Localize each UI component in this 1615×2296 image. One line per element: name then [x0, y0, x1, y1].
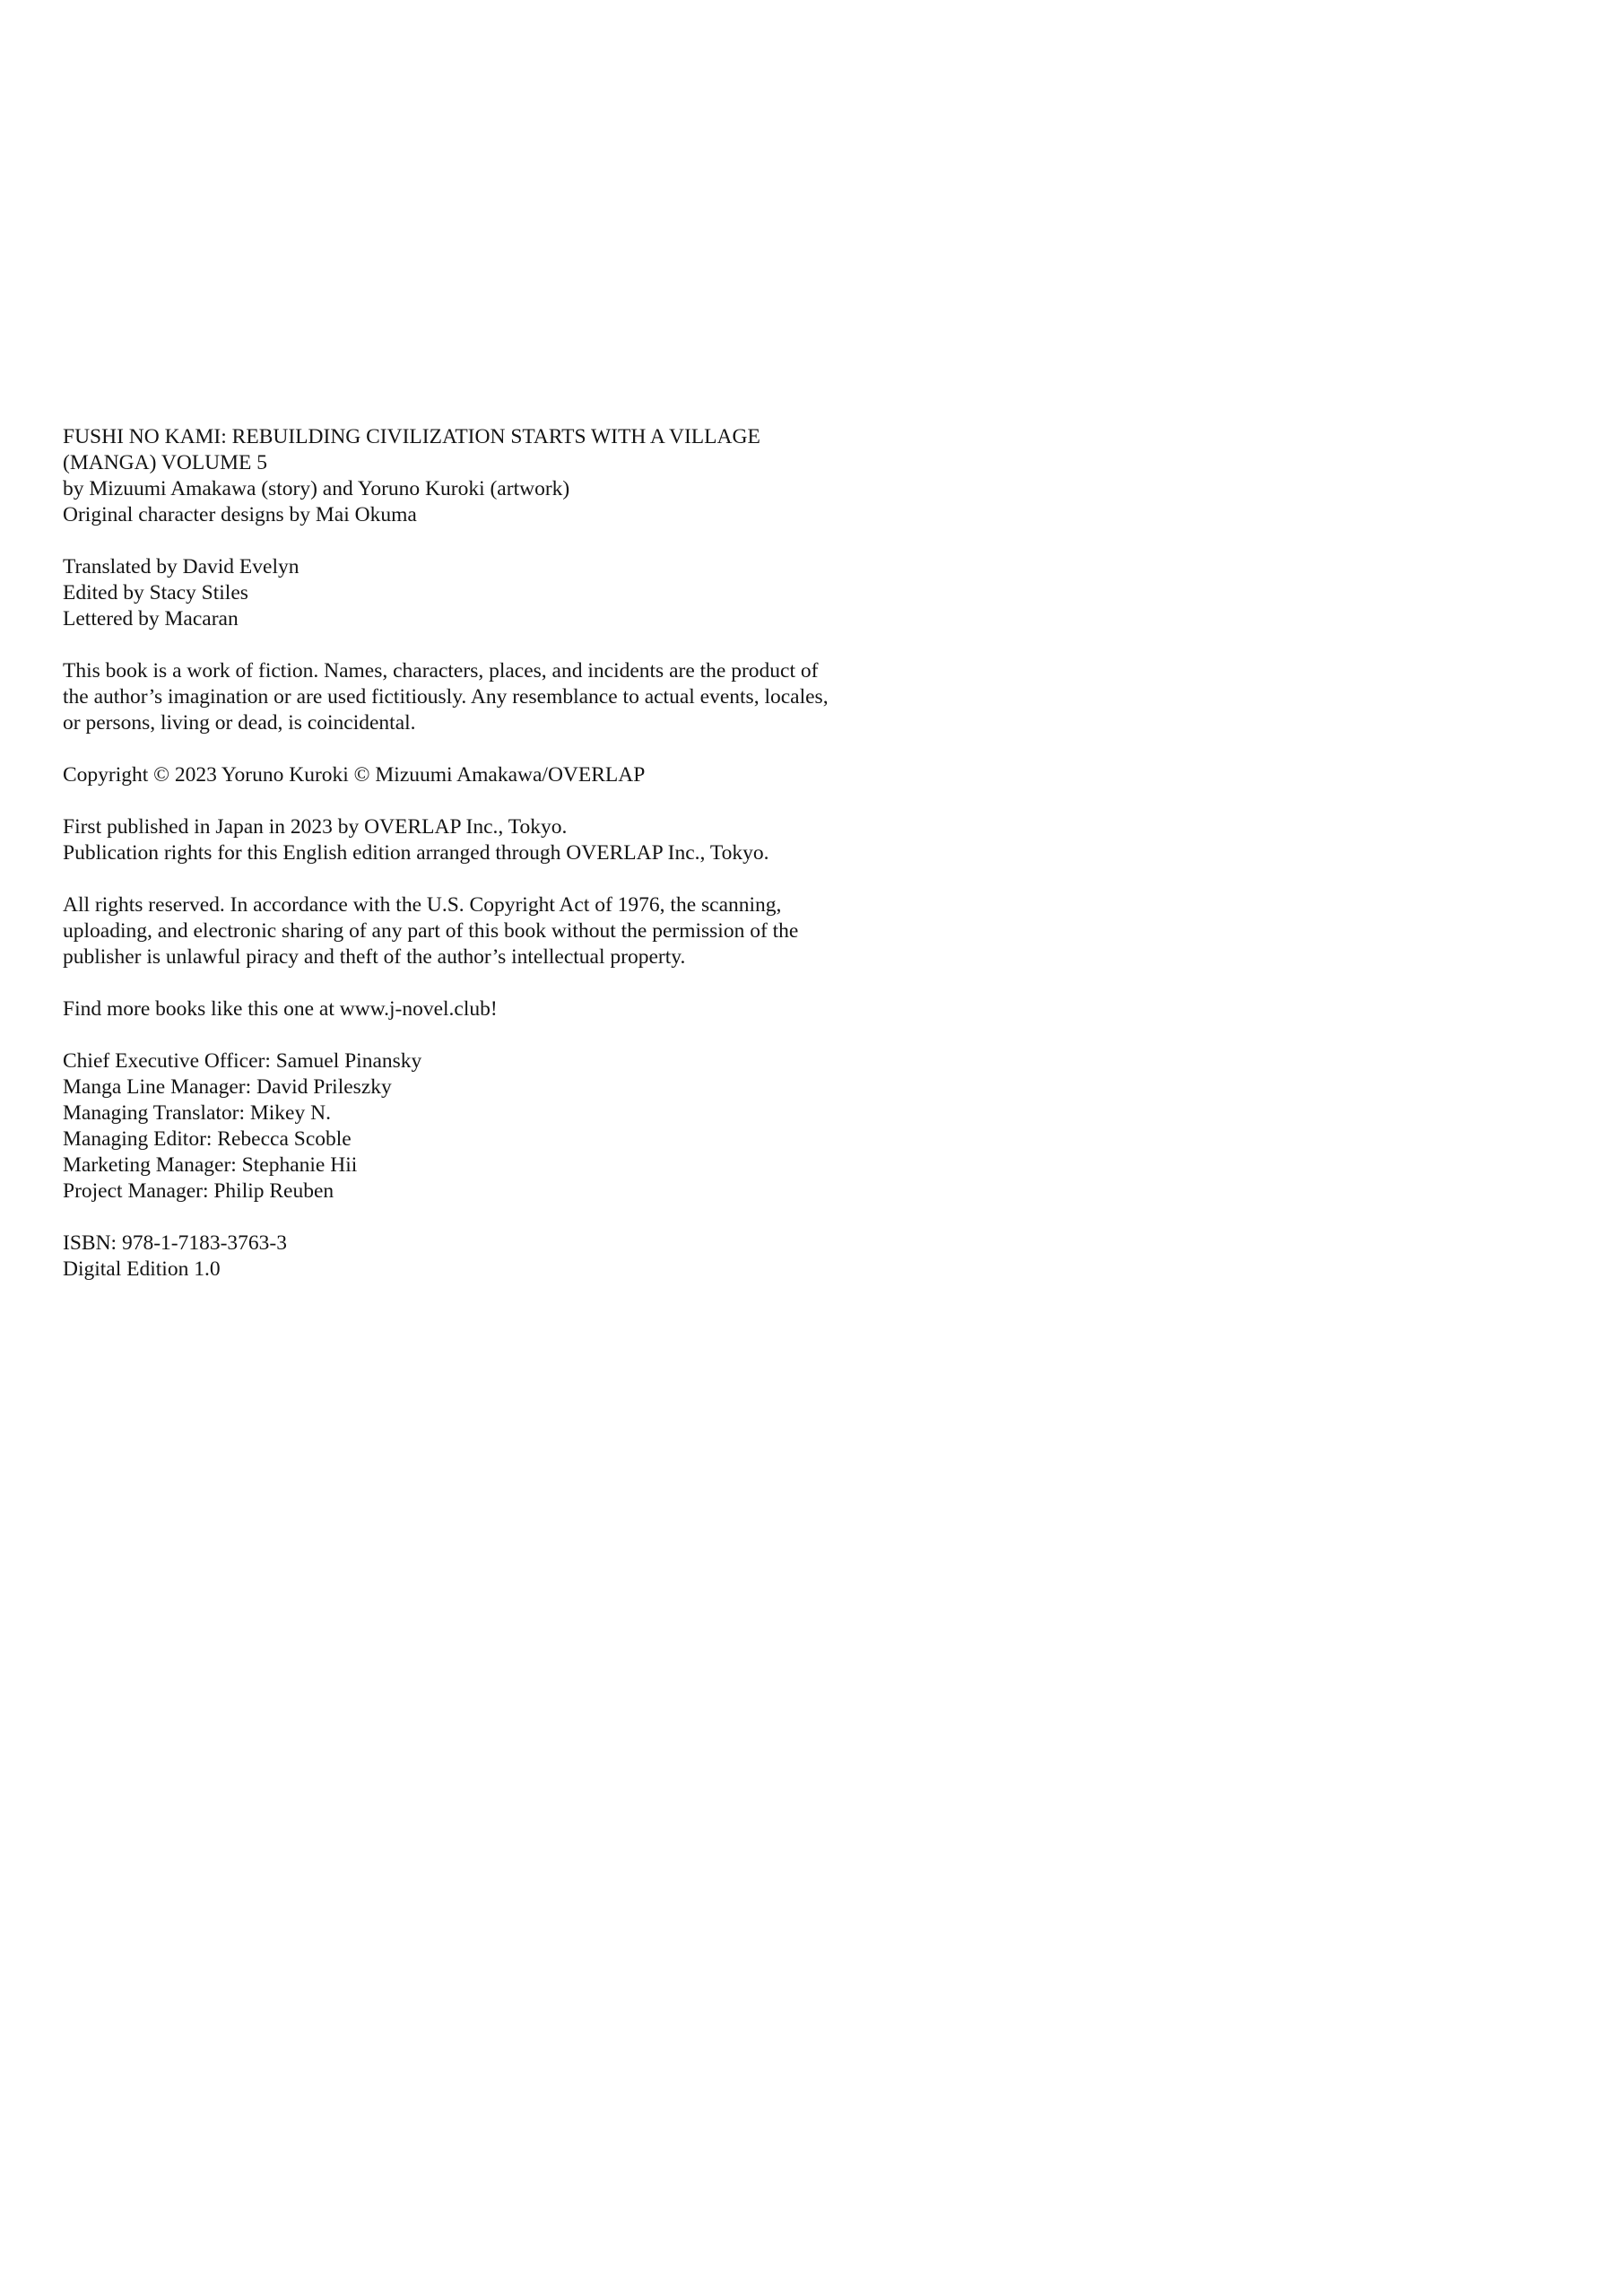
publication-rights-line: Publication rights for this English edition arranged through OVERLAP Inc., Tokyo.: [63, 841, 769, 865]
fiction-disclaimer-line-3: or persons, living or dead, is coincidental.: [63, 711, 416, 735]
digital-edition-line: Digital Edition 1.0: [63, 1257, 221, 1281]
editor-credit: Edited by Stacy Stiles: [63, 581, 248, 604]
book-title-line-1: FUSHI NO KAMI: REBUILDING CIVILIZATION STARTS WITH A VILLAGE: [63, 425, 760, 448]
character-design-credit: Original character designs by Mai Okuma: [63, 503, 417, 526]
staff-managing-translator: Managing Translator: Mikey N.: [63, 1101, 331, 1125]
staff-managing-editor: Managing Editor: Rebecca Scoble: [63, 1127, 352, 1151]
fiction-disclaimer-line-2: the author’s imagination or are used fictitiously. Any resemblance to actual events, locales,: [63, 685, 829, 709]
rights-reserved-line-2: uploading, and electronic sharing of any part of this book without the permission of the: [63, 919, 799, 943]
staff-project-manager: Project Manager: Philip Reuben: [63, 1179, 334, 1203]
find-more-line: Find more books like this one at www.j-novel.club!: [63, 997, 498, 1021]
rights-reserved-line-3: publisher is unlawful piracy and theft of the author’s intellectual property.: [63, 945, 686, 969]
letterer-credit: Lettered by Macaran: [63, 607, 239, 631]
first-published-line: First published in Japan in 2023 by OVERLAP Inc., Tokyo.: [63, 815, 568, 839]
translator-credit: Translated by David Evelyn: [63, 555, 300, 578]
isbn-line: ISBN: 978-1-7183-3763-3: [63, 1231, 287, 1255]
book-title-line-2: (MANGA) VOLUME 5: [63, 451, 268, 474]
staff-manga-line-manager: Manga Line Manager: David Prileszky: [63, 1075, 392, 1099]
staff-marketing-manager: Marketing Manager: Stephanie Hii: [63, 1153, 358, 1177]
copyright-notice: Copyright © 2023 Yoruno Kuroki © Mizuumi Amakawa/OVERLAP: [63, 763, 646, 787]
staff-ceo: Chief Executive Officer: Samuel Pinansky: [63, 1049, 422, 1073]
fiction-disclaimer-line-1: This book is a work of fiction. Names, characters, places, and incidents are the product of: [63, 659, 819, 683]
rights-reserved-line-1: All rights reserved. In accordance with the U.S. Copyright Act of 1976, the scanning,: [63, 893, 782, 917]
copyright-text-column: [63, 398, 1049, 1304]
byline: by Mizuumi Amakawa (story) and Yoruno Kuroki (artwork): [63, 477, 570, 500]
